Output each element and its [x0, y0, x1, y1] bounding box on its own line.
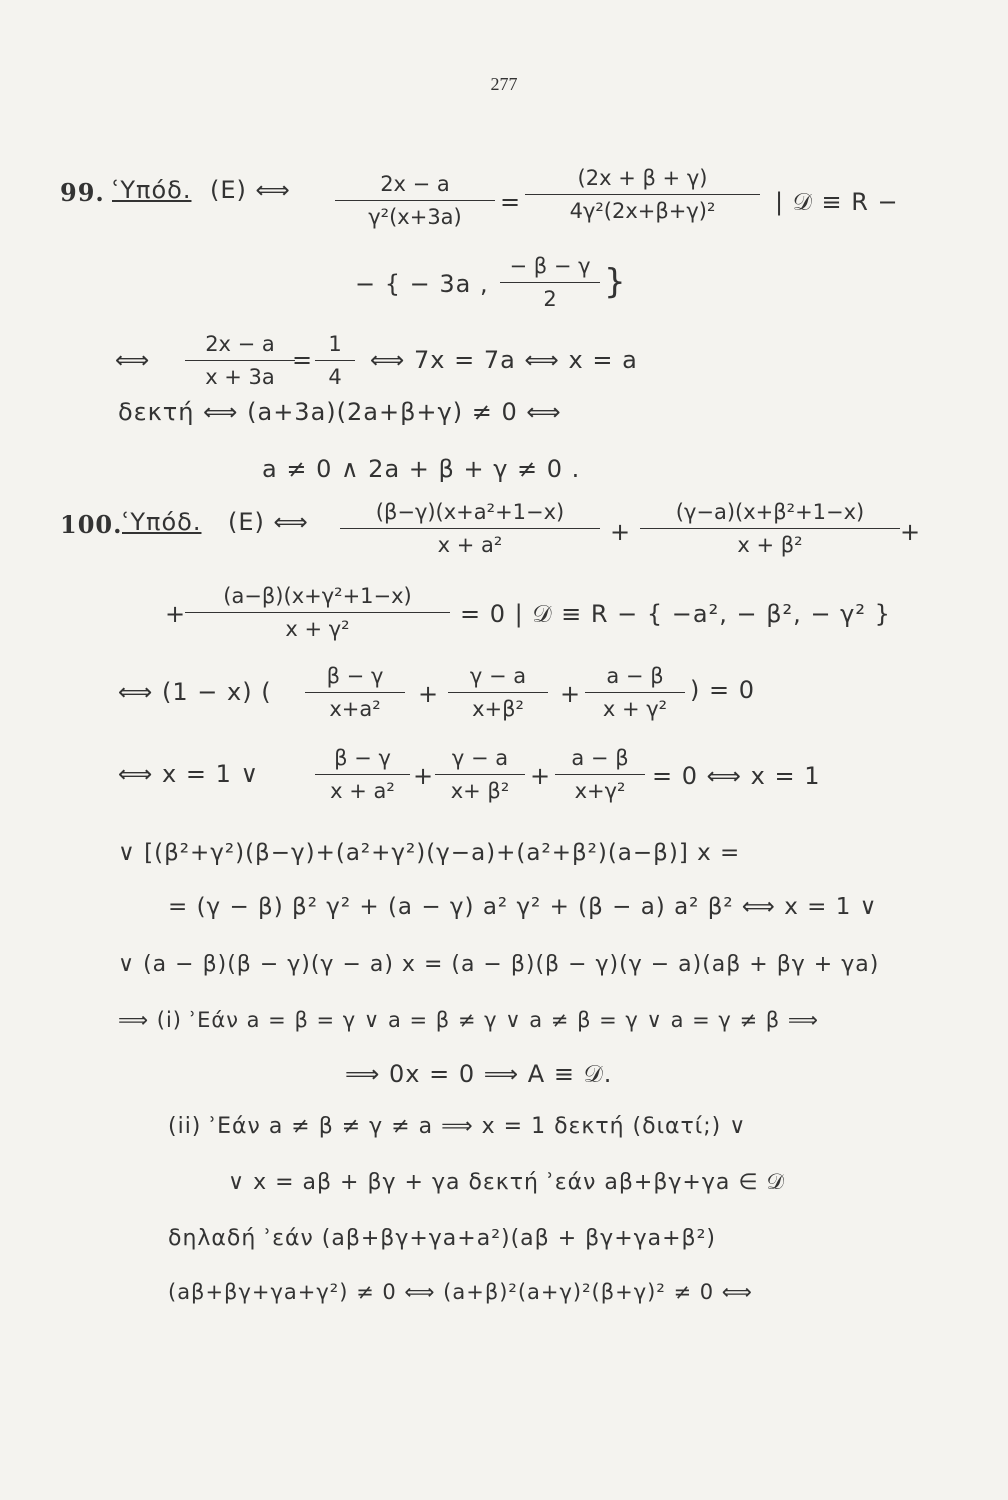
p100-line4-pre: ⟺ x = 1 ∨: [118, 760, 260, 788]
p100-line7: ∨ (a − β)(β − γ)(γ − a) x = (a − β)(β − γ)(γ − a)(aβ + βγ + γa): [118, 952, 880, 977]
p99-fraction-5: $\frac{1}{4}$: [315, 332, 355, 389]
p99-equals: =: [500, 188, 522, 216]
p99-line3-eq: =: [292, 346, 314, 374]
p99-line3-post: ⟺ 7x = 7a ⟺ x = a: [370, 346, 638, 374]
p99-line5: a ≠ 0 ∧ 2a + β + γ ≠ 0 .: [262, 455, 581, 483]
p100-fraction-6: $\frac{a - \beta}{\text{x + γ²}}$: [585, 664, 685, 721]
p100-fraction-4: $\frac{\beta - \gamma}{\text{x+a²}}$: [305, 664, 405, 721]
p99-fraction-3: $\frac{- \beta - \gamma}{2}$: [500, 254, 600, 311]
p99-domain-set-pre: − { − 3a ,: [355, 270, 489, 298]
p100-fraction-9: $\frac{a - \beta}{\text{x+γ²}}$: [555, 746, 645, 803]
p100-line11: ∨ x = aβ + βγ + γa δεκτή ʾεάν aβ+βγ+γa ∈ 𝒟: [228, 1170, 786, 1195]
p100-line3-pre: ⟺ (1 − x) (: [118, 678, 272, 706]
p100-plus-2: +: [900, 518, 922, 546]
p100-fraction-7: $\frac{\beta - \gamma}{\text{x + a²}}$: [315, 746, 410, 803]
problem-100-eq-label: (E) ⟺: [228, 508, 309, 536]
p100-line6: = (γ − β) β² γ² + (a − γ) a² γ² + (β − a) a² β² ⟺ x = 1 ∨: [168, 894, 878, 920]
page-number: 277: [490, 74, 518, 94]
p99-domain-set-post: }: [604, 262, 627, 302]
p99-line3-pre: ⟺: [115, 346, 151, 374]
problem-99-number: 99.: [60, 178, 105, 207]
p100-fraction-2: $\frac{\text{(γ−a)(x+β²+1−x)}}{\text{x + β²}}$: [640, 500, 900, 557]
p100-fraction-5: $\frac{\gamma - a}{\text{x+β²}}$: [448, 664, 548, 721]
p99-domain: | 𝒟 ≡ R −: [775, 188, 899, 216]
p100-line9: ⟹ 0x = 0 ⟹ A ≡ 𝒟.: [345, 1060, 613, 1088]
problem-99-label: ʿΥπόδ.: [112, 176, 192, 204]
p99-fraction-2: $\frac{(2x + \beta + \gamma)}{\text{4γ²(2x+β+γ)²}}$: [525, 166, 760, 223]
p100-line4-plus-2: +: [530, 762, 552, 790]
p100-line3-post: ) = 0: [690, 676, 755, 704]
p100-line3-plus-1: +: [418, 680, 440, 708]
problem-100-label: ʿΥπόδ.: [122, 508, 202, 536]
p100-fraction-1: $\frac{\text{(β−γ)(x+a²+1−x)}}{\text{x + a²}}$: [340, 500, 600, 557]
p100-line10: (ii) ʾΕάν a ≠ β ≠ γ ≠ a ⟹ x = 1 δεκτή (διατί;) ∨: [168, 1114, 747, 1139]
p100-line2-post: = 0 | 𝒟 ≡ R − { −a², − β², − γ² }: [460, 600, 891, 628]
p100-line12: δηλαδή ʾεάν (aβ+βγ+γa+a²)(aβ + βγ+γa+β²): [168, 1226, 716, 1251]
p100-line4-post: = 0 ⟺ x = 1: [652, 762, 821, 790]
p100-line4-plus-1: +: [413, 762, 435, 790]
p100-line13: (aβ+βγ+γa+γ²) ≠ 0 ⟺ (a+β)²(a+γ)²(β+γ)² ≠ 0 ⟺: [168, 1280, 753, 1304]
p99-fraction-1: $\frac{2x - a}{\text{γ²(x+3a)}}$: [335, 172, 495, 229]
p100-line5: ∨ [(β²+γ²)(β−γ)+(a²+γ²)(γ−a)+(a²+β²)(a−β)] x =: [118, 840, 741, 866]
problem-100-number: 100.: [60, 510, 123, 539]
p100-line8: ⟹ (i) ʾΕάν a = β = γ ∨ a = β ≠ γ ∨ a ≠ β = γ ∨ a = γ ≠ β ⟹: [118, 1008, 819, 1032]
p99-fraction-4: $\frac{2x - a}{x + 3a}$: [185, 332, 295, 389]
p100-line3-plus-2: +: [560, 680, 582, 708]
p99-line4: δεκτή ⟺ (a+3a)(2a+β+γ) ≠ 0 ⟺: [118, 398, 562, 426]
p100-fraction-3: $\frac{\text{(a−β)(x+γ²+1−x)}}{\text{x + γ²}}$: [185, 584, 450, 641]
p100-line2-plus: +: [165, 600, 187, 628]
p100-fraction-8: $\frac{\gamma - a}{\text{x+ β²}}$: [435, 746, 525, 803]
p100-plus-1: +: [610, 518, 632, 546]
problem-99-eq-label: (E) ⟺: [210, 176, 291, 204]
